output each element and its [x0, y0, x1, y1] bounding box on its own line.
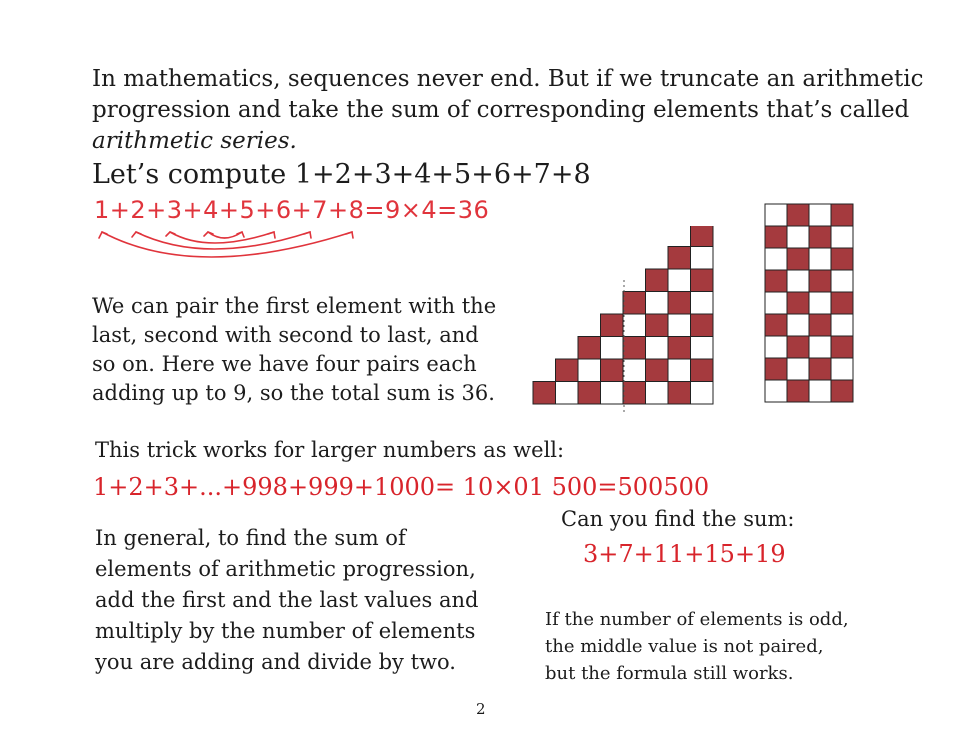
- intro-line: arithmetic series.: [92, 128, 297, 154]
- pairing-line: We can pair the first element with the: [92, 294, 497, 318]
- empty-square: [601, 382, 624, 405]
- empty-square: [787, 314, 809, 336]
- empty-square: [623, 359, 646, 382]
- empty-square: [646, 382, 669, 405]
- general-line: In general, to find the sum of: [95, 526, 406, 550]
- filled-square: [556, 359, 579, 382]
- filled-square: [691, 226, 714, 247]
- empty-square: [787, 358, 809, 380]
- empty-square: [668, 359, 691, 382]
- pair-arc: [208, 232, 242, 238]
- intro-line: progression and take the sum of corresponding elements that’s called: [92, 97, 910, 123]
- general-line: elements of arithmetic progression,: [95, 557, 476, 581]
- empty-square: [809, 380, 831, 402]
- odd-note-line: the middle value is not paired,: [545, 636, 824, 657]
- filled-square: [787, 248, 809, 270]
- exercise-sum: 3+7+11+15+19: [583, 540, 786, 568]
- empty-square: [691, 337, 714, 360]
- pair-arc: [102, 232, 352, 257]
- filled-square: [578, 382, 601, 405]
- intro-paragraph: [92, 64, 923, 157]
- pair-arc: [136, 232, 310, 249]
- filled-square: [809, 226, 831, 248]
- filled-square: [668, 247, 691, 270]
- empty-square: [623, 314, 646, 337]
- general-rule-paragraph: [95, 523, 478, 678]
- staircase-diagram: [532, 226, 717, 416]
- empty-square: [831, 358, 853, 380]
- filled-square: [668, 337, 691, 360]
- empty-square: [691, 247, 714, 270]
- filled-square: [831, 380, 853, 402]
- filled-square: [787, 336, 809, 358]
- empty-square: [578, 359, 601, 382]
- odd-note-line: but the formula still works.: [545, 663, 794, 684]
- empty-square: [765, 248, 787, 270]
- empty-square: [831, 314, 853, 336]
- empty-square: [646, 292, 669, 315]
- empty-square: [831, 270, 853, 292]
- filled-square: [533, 382, 556, 405]
- filled-square: [831, 292, 853, 314]
- empty-square: [765, 292, 787, 314]
- empty-square: [787, 226, 809, 248]
- filled-square: [623, 382, 646, 405]
- filled-square: [765, 270, 787, 292]
- filled-square: [691, 359, 714, 382]
- odd-count-note: [545, 606, 849, 687]
- filled-square: [787, 204, 809, 226]
- filled-square: [601, 359, 624, 382]
- filled-square: [765, 358, 787, 380]
- filled-square: [809, 358, 831, 380]
- intro-line: In mathematics, sequences never end. But if we truncate an arithmetic: [92, 66, 924, 92]
- compute-heading: Let’s compute 1+2+3+4+5+6+7+8: [92, 159, 591, 190]
- page-number: 2: [476, 700, 486, 718]
- empty-square: [668, 314, 691, 337]
- pairing-arcs: [96, 222, 366, 282]
- general-line: add the first and the last values and: [95, 588, 479, 612]
- empty-square: [809, 336, 831, 358]
- empty-square: [765, 380, 787, 402]
- filled-square: [809, 270, 831, 292]
- exercise-prompt: Can you find the sum:: [561, 507, 795, 531]
- empty-square: [691, 382, 714, 405]
- trick-text: This trick works for larger numbers as well:: [95, 438, 565, 462]
- general-line: you are adding and divide by two.: [95, 650, 456, 674]
- filled-square: [831, 336, 853, 358]
- filled-square: [646, 269, 669, 292]
- filled-square: [787, 380, 809, 402]
- filled-square: [831, 204, 853, 226]
- empty-square: [646, 337, 669, 360]
- empty-square: [809, 204, 831, 226]
- filled-square: [646, 359, 669, 382]
- odd-note-line: If the number of elements is odd,: [545, 609, 849, 630]
- empty-square: [765, 336, 787, 358]
- filled-square: [668, 382, 691, 405]
- pairing-paragraph: [92, 292, 496, 408]
- empty-square: [831, 226, 853, 248]
- empty-square: [601, 337, 624, 360]
- filled-square: [646, 314, 669, 337]
- pairing-line: so on. Here we have four pairs each: [92, 352, 477, 376]
- filled-square: [623, 292, 646, 315]
- empty-square: [691, 292, 714, 315]
- filled-square: [691, 314, 714, 337]
- pairing-line: adding up to 9, so the total sum is 36.: [92, 381, 495, 405]
- filled-square: [787, 292, 809, 314]
- rectangle-diagram: [764, 203, 859, 408]
- filled-square: [765, 314, 787, 336]
- filled-square: [809, 314, 831, 336]
- filled-square: [601, 314, 624, 337]
- empty-square: [668, 269, 691, 292]
- filled-square: [578, 337, 601, 360]
- empty-square: [765, 204, 787, 226]
- empty-square: [787, 270, 809, 292]
- filled-square: [668, 292, 691, 315]
- general-line: multiply by the number of elements: [95, 619, 476, 643]
- filled-square: [831, 248, 853, 270]
- filled-square: [623, 337, 646, 360]
- handwritten-sum: 1+2+3+4+5+6+7+8=9×4=36: [94, 196, 490, 224]
- large-sum-example: 1+2+3+...+998+999+1000= 10×01 500=500500: [93, 473, 710, 501]
- empty-square: [556, 382, 579, 405]
- filled-square: [691, 269, 714, 292]
- empty-square: [809, 292, 831, 314]
- filled-square: [765, 226, 787, 248]
- empty-square: [809, 248, 831, 270]
- pairing-line: last, second with second to last, and: [92, 323, 479, 347]
